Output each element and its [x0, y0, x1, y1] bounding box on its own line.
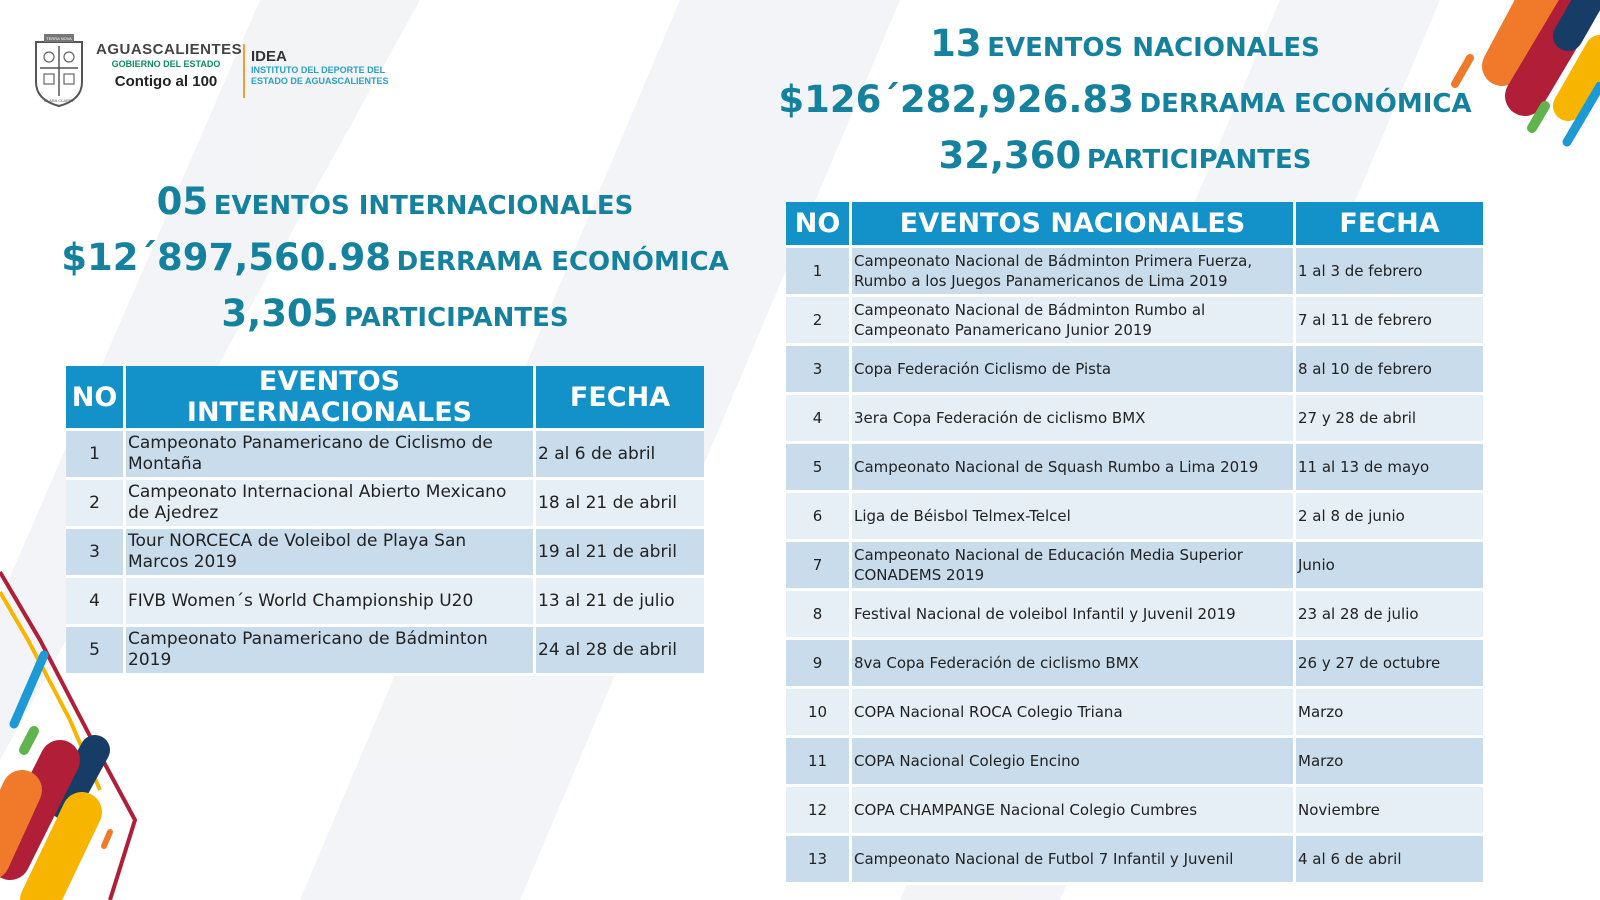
shield-top-lettering: TERRA NOVA — [46, 36, 72, 41]
row-date: 8 al 10 de febrero — [1296, 346, 1483, 395]
row-date: 24 al 28 de abril — [536, 627, 704, 676]
international-participants: 3,305 — [221, 292, 339, 335]
row-date: 26 y 27 de octubre — [1296, 640, 1483, 689]
row-event: 3era Copa Federación de ciclismo BMX — [852, 395, 1296, 444]
shield-bottom-lettering: CLARA CLARET — [43, 98, 75, 103]
row-number: 8 — [786, 591, 852, 640]
row-event: Campeonato Nacional de Bádminton Rumbo al Campeonato Panamericano Junior 2019 — [852, 297, 1296, 346]
institute-acronym: IDEA — [251, 48, 287, 65]
international-revenue: $12´897,560.98 — [61, 236, 392, 279]
column-header-no: NO — [786, 202, 852, 248]
row-date: 19 al 21 de abril — [536, 529, 704, 578]
row-number: 11 — [786, 738, 852, 787]
logo-divider — [243, 44, 245, 98]
table-row — [786, 787, 1483, 836]
row-number: 3 — [66, 529, 126, 578]
national-participants: 32,360 — [938, 134, 1082, 177]
logo-slogan: Contigo al 100 — [114, 73, 218, 90]
row-date: 23 al 28 de julio — [1296, 591, 1483, 640]
table-row — [66, 529, 704, 578]
national-count-label: EVENTOS NACIONALES — [987, 33, 1320, 63]
table-row — [786, 542, 1483, 591]
row-date: 2 al 6 de abril — [536, 431, 704, 480]
row-number: 2 — [786, 297, 852, 346]
row-number: 5 — [66, 627, 126, 676]
table-row — [786, 346, 1483, 395]
row-date: 1 al 3 de febrero — [1296, 248, 1483, 297]
institute-name: INSTITUTO DEL DEPORTE DEL ESTADO DE AGUASCALIENTES — [251, 65, 389, 86]
row-date: Junio — [1296, 542, 1483, 591]
table-header-row — [786, 202, 1483, 248]
row-number: 7 — [786, 542, 852, 591]
table-header-row — [66, 366, 704, 431]
row-event: FIVB Women´s World Championship U20 — [126, 578, 536, 627]
row-event: Campeonato Nacional de Squash Rumbo a Lima 2019 — [852, 444, 1296, 493]
logo — [30, 30, 410, 110]
national-revenue: $126´282,926.83 — [778, 78, 1134, 121]
row-number: 1 — [786, 248, 852, 297]
row-number: 4 — [66, 578, 126, 627]
row-number: 5 — [786, 444, 852, 493]
national-events-table — [786, 202, 1483, 885]
column-header-event: EVENTOS INTERNACIONALES — [126, 366, 536, 431]
row-event: Liga de Béisbol Telmex-Telcel — [852, 493, 1296, 542]
logo-government: GOBIERNO DEL ESTADO — [111, 59, 221, 69]
row-event: Campeonato Nacional de Educación Media Superior CONADEMS 2019 — [852, 542, 1296, 591]
national-participants-label: PARTICIPANTES — [1086, 145, 1312, 175]
international-participants-label: PARTICIPANTES — [344, 303, 569, 333]
row-event: Campeonato Nacional de Futbol 7 Infantil y Juvenil — [852, 836, 1296, 885]
table-row — [66, 578, 704, 627]
row-date: 11 al 13 de mayo — [1296, 444, 1483, 493]
row-number: 1 — [66, 431, 126, 480]
row-date: 27 y 28 de abril — [1296, 395, 1483, 444]
national-summary — [770, 22, 1480, 190]
row-number: 4 — [786, 395, 852, 444]
row-number: 6 — [786, 493, 852, 542]
table-row — [786, 738, 1483, 787]
table-row — [66, 627, 704, 676]
institute-logo-text — [251, 48, 421, 87]
row-event: COPA Nacional Colegio Encino — [852, 738, 1296, 787]
table-row — [786, 395, 1483, 444]
row-event: Campeonato Nacional de Bádminton Primera Fuerza, Rumbo a los Juegos Panamericanos de Lima 2019 — [852, 248, 1296, 297]
table-row — [786, 640, 1483, 689]
table-row — [786, 591, 1483, 640]
row-date: Noviembre — [1296, 787, 1483, 836]
coat-of-arms-icon — [30, 30, 88, 108]
column-header-date: FECHA — [1296, 202, 1483, 248]
row-date: 7 al 11 de febrero — [1296, 297, 1483, 346]
row-number: 10 — [786, 689, 852, 738]
international-count: 05 — [156, 180, 209, 223]
table-row — [786, 297, 1483, 346]
row-event: Festival Nacional de voleibol Infantil y Juvenil 2019 — [852, 591, 1296, 640]
international-events-table — [66, 366, 704, 676]
column-header-date: FECHA — [536, 366, 704, 431]
row-date: 18 al 21 de abril — [536, 480, 704, 529]
national-count: 13 — [930, 22, 982, 65]
table-row — [66, 480, 704, 529]
state-logo-text — [96, 41, 243, 92]
row-number: 2 — [66, 480, 126, 529]
row-event: Campeonato Panamericano de Bádminton 2019 — [126, 627, 536, 676]
national-revenue-label: DERRAMA ECONÓMICA — [1139, 89, 1472, 119]
international-count-label: EVENTOS INTERNACIONALES — [213, 191, 634, 221]
table-row — [786, 248, 1483, 297]
table-row — [786, 493, 1483, 542]
row-date: Marzo — [1296, 738, 1483, 787]
row-date: 4 al 6 de abril — [1296, 836, 1483, 885]
row-date: 13 al 21 de julio — [536, 578, 704, 627]
table-row — [786, 836, 1483, 885]
row-event: Tour NORCECA de Voleibol de Playa San Marcos 2019 — [126, 529, 536, 578]
row-event: 8va Copa Federación de ciclismo BMX — [852, 640, 1296, 689]
row-event: COPA Nacional ROCA Colegio Triana — [852, 689, 1296, 738]
row-number: 13 — [786, 836, 852, 885]
row-date: Marzo — [1296, 689, 1483, 738]
row-number: 9 — [786, 640, 852, 689]
row-event: COPA CHAMPANGE Nacional Colegio Cumbres — [852, 787, 1296, 836]
column-header-no: NO — [66, 366, 126, 431]
row-event: Campeonato Internacional Abierto Mexicano de Ajedrez — [126, 480, 536, 529]
row-number: 12 — [786, 787, 852, 836]
international-summary — [60, 180, 730, 348]
row-date: 2 al 8 de junio — [1296, 493, 1483, 542]
column-header-event: EVENTOS NACIONALES — [852, 202, 1296, 248]
table-row — [786, 689, 1483, 738]
logo-state: AGUASCALIENTES — [96, 41, 243, 58]
table-row — [66, 431, 704, 480]
row-event: Copa Federación Ciclismo de Pista — [852, 346, 1296, 395]
row-number: 3 — [786, 346, 852, 395]
table-row — [786, 444, 1483, 493]
international-revenue-label: DERRAMA ECONÓMICA — [396, 247, 729, 277]
row-event: Campeonato Panamericano de Ciclismo de Montaña — [126, 431, 536, 480]
